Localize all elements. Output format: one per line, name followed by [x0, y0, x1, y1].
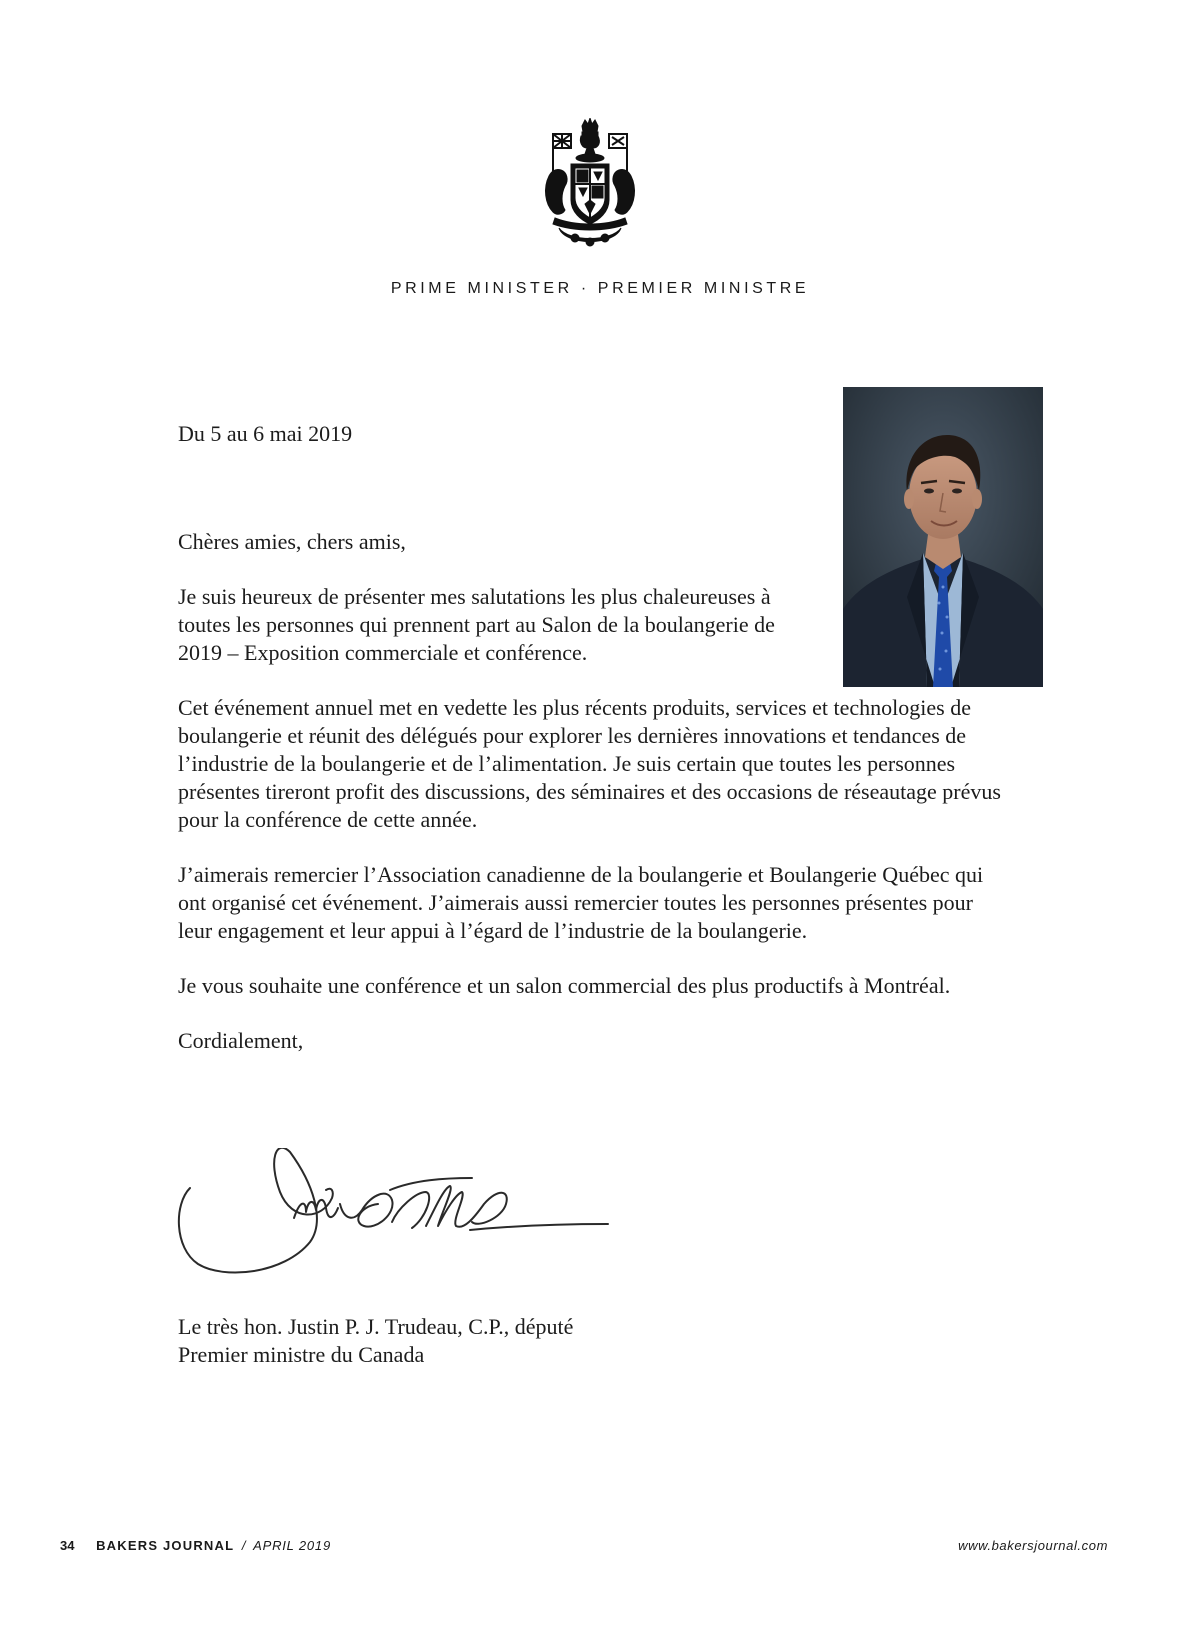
- signer-name: Le très hon. Justin P. J. Trudeau, C.P., député: [178, 1314, 574, 1339]
- letter-greeting: Chères amies, chers amis,: [178, 529, 406, 554]
- signer-title: Premier ministre du Canada: [178, 1342, 425, 1367]
- signer-block: [178, 1313, 573, 1369]
- coat-of-arms-icon: [535, 118, 645, 248]
- letter-paragraph-4: Je vous souhaite une conférence et un salon commercial des plus productifs à Montréal.: [178, 973, 951, 998]
- letter-body: [178, 420, 1008, 1055]
- website-link[interactable]: www.bakersjournal.com: [958, 1538, 1108, 1553]
- footer-separator: /: [241, 1538, 246, 1553]
- handwritten-signature: [172, 1148, 622, 1288]
- letter-paragraph-1: Je suis heureux de présenter mes salutations les plus chaleureuses à toutes les personnes qui prennent part au Salon de la boulangerie de 2019 – Exposition commerciale et conférence.: [178, 584, 775, 665]
- letter-date: Du 5 au 6 mai 2019: [178, 421, 353, 446]
- letter-paragraph-3: J’aimerais remercier l’Association canadienne de la boulangerie et Boulangerie Québec qui ont organisé cet événement. J’aimerais aussi remercier toutes les personnes présentes pour leur engagement et leur appui à l’égard de l’industrie de la boulangerie.: [178, 862, 984, 943]
- footer-left: [60, 1538, 331, 1553]
- issue-date: APRIL 2019: [253, 1538, 331, 1553]
- letterhead-title: PRIME MINISTER · PREMIER MINISTRE: [390, 280, 810, 297]
- page-footer: [60, 1538, 1108, 1558]
- publication-name: BAKERS JOURNAL: [96, 1538, 235, 1553]
- letter-paragraph-2: Cet événement annuel met en vedette les plus récents produits, services et technologies de boulangerie et réunit des délégués pour explorer les dernières innovations et tendances de l’industrie de la boulangerie et de l’alimentation. Je suis certain que toutes les personnes présentes tireront profit des discussions, des séminaires et des occasions de réseautage prévus pour la conférence de cette année.: [178, 695, 1001, 832]
- letter-closing: Cordialement,: [178, 1028, 304, 1053]
- page-number: 34: [60, 1538, 75, 1553]
